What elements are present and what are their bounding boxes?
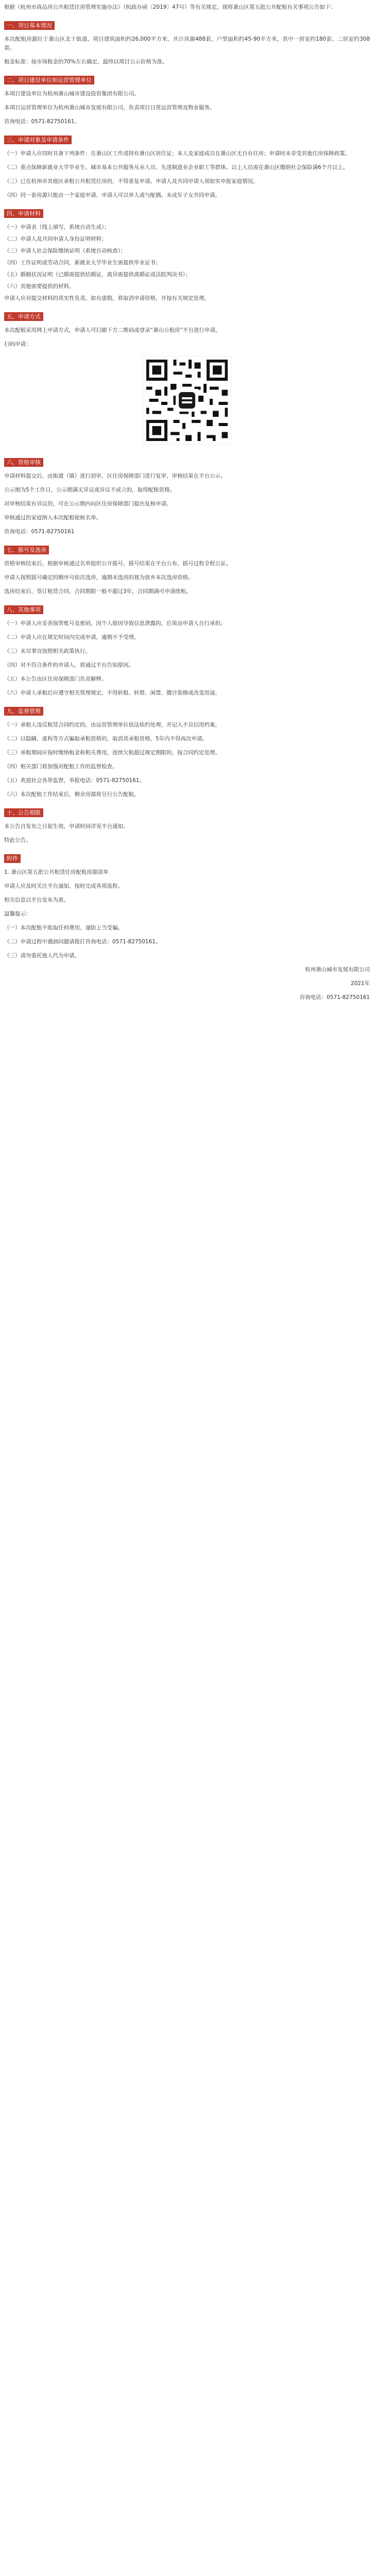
paragraph: （四）相关部门将加强对配租工作的监督检查。 [4,764,118,770]
paragraph: （一）承租人违反租赁合同约定的，由运营管理单位依法依约处理，并记入不良信用档案。 [4,722,220,728]
paragraph: 申请人按照摇号确定的顺序号依次选房，逾期未选房的视为放弃本次选房资格。 [4,574,194,581]
paragraph: 审核通过的家庭纳入本次配租轮候名单。 [4,515,101,521]
section-heading-review: 六、资格审核 [4,458,43,467]
intro-paragraph: 根据《杭州市商品房公共租赁住房管理实施办法》（杭政办函〔2019〕47号）等有关规定，现将萧山区第五批公开配租有关事项公告如下： [4,4,336,10]
paragraph: 扫码申请： [4,341,31,347]
section-heading-supervision: 九、监督管理 [4,707,43,716]
section-heading-eligibility: 三、申请对象及申请条件 [4,135,72,144]
paragraph: 选房结束后，签订租赁合同，合同期限一般不超过3年，合同期满可申请续租。 [4,588,192,595]
paragraph: 咨询电话：0571-82750161 [4,529,75,535]
paragraph: 本项目运营管理单位为杭州萧山城市发展有限公司，负责项目日常运营管理及物业服务。 [4,105,215,111]
note-item: （三）请勿委托他人代为申请。 [4,953,80,959]
paragraph: （二）以隐瞒、虚构等方式骗取承租资格的，取消其承租资格，5年内不得再次申请。 [4,736,208,742]
signature-org: 杭州萧山城市发展有限公司 [305,967,370,973]
notes-label: 温馨提示： [4,911,31,917]
paragraph: 申请人应及时关注平台通知，按时完成各项流程。 [4,883,123,889]
paragraph: 本公告自发布之日起生效，申请时间详见平台通知。 [4,823,129,829]
list-item: （三）申请人社会保险缴纳证明（系统自动核查）； [4,248,126,254]
attachment-link[interactable]: 1. 萧山区第五批公共租赁住房配租房源清单 [4,869,109,875]
note-item: （二）申请过程中遇到问题请拨打咨询电话：0571-82750161。 [4,939,161,945]
paragraph: （三）已在杭州市其他区承租公共租赁住房的，不得重复申请。申请人及共同申请人须如实申报家庭情况。 [4,178,259,184]
paragraph: （六）本次配租工作结束后，剩余房源将另行公告配租。 [4,791,140,798]
paragraph: （五）欢迎社会各界监督，举报电话：0571-82750161。 [4,777,145,784]
section-heading-project: 一、项目基本情况 [4,21,55,30]
paragraph: 公示期为5个工作日，公示期满无异议或异议不成立的，取得配租资格。 [4,487,176,493]
section-heading-lottery: 七、摇号及选房 [4,546,49,554]
paragraph: （一）申请人应妥善保管账号及密码，因个人原因导致信息泄露的，后果由申请人自行承担。 [4,620,226,626]
paragraph: 特此公告。 [4,837,31,843]
qr-code-container [4,356,370,445]
paragraph: 本项目建设单位为杭州萧山城市建设投资集团有限公司。 [4,91,140,97]
paragraph: 咨询电话：0571-82750161。 [4,118,80,125]
signature-contact: 咨询电话：0571-82750161 [299,994,370,1001]
paragraph: 相关信息以平台发布为准。 [4,897,69,903]
paragraph: 本次配租采用网上申请方式，申请人可扫描下方二维码或登录“萧山公租房”平台进行申请。 [4,327,221,333]
list-item: （二）申请人及共同申请人身份证明材料； [4,236,107,242]
section-heading-application: 五、申请方式 [4,312,43,321]
list-item: （六）其他需要提供的材料。 [4,283,75,290]
paragraph: （三）未尽事宜按照相关政策执行。 [4,648,91,654]
section-heading-attachment: 附件 [4,854,21,863]
note-item: （一）本次配租不收取任何费用，谨防上当受骗。 [4,925,123,931]
paragraph: （六）申请人承租后应遵守相关管理规定，不得转租、转借、闲置、擅自装修或改变用途。 [4,690,220,696]
paragraph: （三）承租期间应按时缴纳租金和相关费用，连续欠租超过规定期限的，按合同约定处理。 [4,750,220,756]
list-item: （五）婚姻状况证明（已婚需提供结婚证，离异需提供离婚证或法院判决书）； [4,272,191,278]
section-heading-period: 十、公告期限 [4,808,43,817]
paragraph: 申请材料提交后，由街道（镇）进行初审，区住房保障部门进行复审，审核结果在平台公示。 [4,473,226,479]
section-heading-units: 二、项目建设单位和运营管理单位 [4,76,94,84]
paragraph: （四）对不符合条件的申请人，将通过平台告知原因。 [4,662,134,668]
section-heading-materials: 四、申请材料 [4,209,43,218]
paragraph: 本次配租房源位于萧山区北干街道，项目建筑面积约26,000平方米，共计房源488套，户型面积约45-90平方米，其中一居室约180套、二居室约308套。 [4,36,370,51]
paragraph: （五）本公告由区住房保障部门负责解释。 [4,676,107,682]
paragraph: （四）同一套房源只能由一个家庭申请，申请人可以单人或与配偶、未成年子女共同申请。 [4,192,220,198]
paragraph: （二）重点保障新就业大学毕业生、城市基本公共服务从业人员、先进制造业企业职工等群体。以上人员需在萧山区缴纳社会保险满6个月以上。 [4,164,349,171]
section-heading-other: 八、其他事项 [4,605,43,614]
signature-date: 2021年 [350,980,370,987]
paragraph: 申请人应对提交材料的真实性负责，如有虚假，将取消申请资格，并按有关规定处理。 [4,295,210,301]
paragraph: 对审核结果有异议的，可在公示期内向区住房保障部门提出复核申请。 [4,501,172,507]
qr-code-image[interactable] [143,356,231,445]
paragraph: 资格审核结束后，根据审核通过名单组织公开摇号，摇号结果在平台公布，摇号过程全程公证。 [4,561,231,567]
paragraph: （二）申请人应在规定时间内完成申请，逾期不予受理。 [4,634,140,640]
list-item: （四）工作证明或劳动合同，新就业大学毕业生需提供毕业证书； [4,260,161,266]
paragraph: 租金标准：按市场租金的70%左右确定，最终以项目公示价格为准。 [4,59,168,65]
paragraph: （一）申请人应同时具备下列条件：在萧山区工作或持有萧山区居住证；本人及家庭成员在萧山区无自有住房；申请时未享受其他住房保障政策。 [4,150,350,157]
list-item: （一）申请表（线上填写，系统自动生成）； [4,224,110,230]
article-body [0,0,374,1007]
